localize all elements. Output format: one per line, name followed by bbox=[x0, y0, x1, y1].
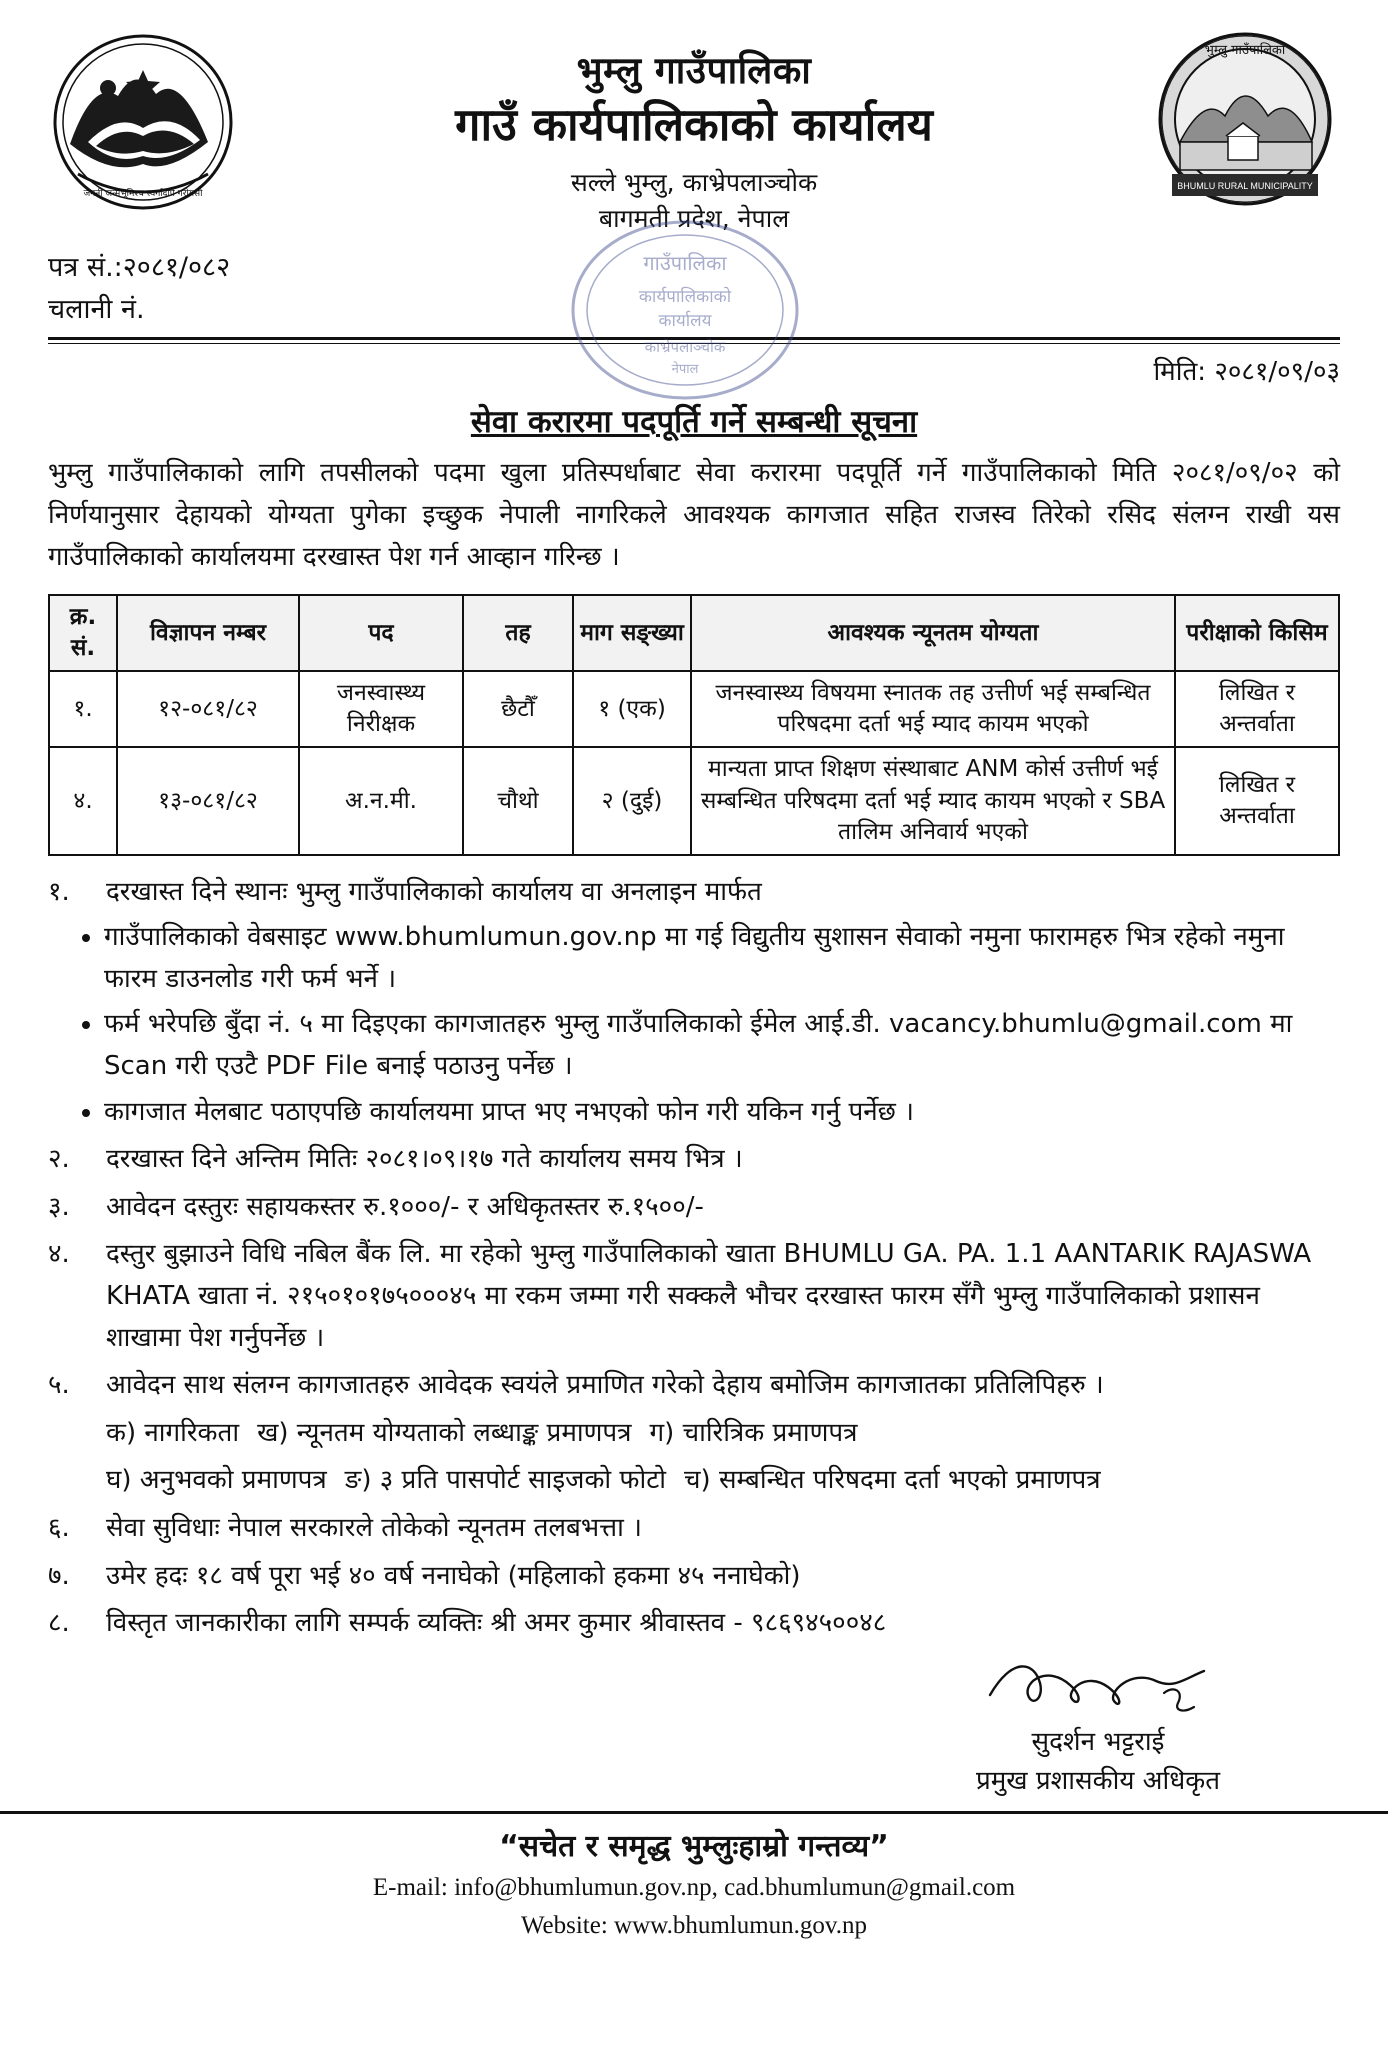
cell-exam-type: लिखित र अन्तर्वाता bbox=[1175, 747, 1339, 854]
cell-post: जनस्वास्थ्य निरीक्षक bbox=[299, 671, 463, 747]
dispatch-number-line bbox=[48, 289, 1340, 331]
table-header-row bbox=[49, 595, 1339, 671]
svg-text:नेपाल: नेपाल bbox=[671, 362, 699, 377]
point-2-number: २. bbox=[48, 1144, 70, 1175]
cell-advt-number: १२-०८१/८२ bbox=[117, 671, 299, 747]
office-province: बागमती प्रदेश, नेपाल bbox=[598, 204, 790, 233]
th-exam-type: परीक्षाको किसिम bbox=[1175, 595, 1339, 671]
cell-serial: १. bbox=[49, 671, 117, 747]
th-qualification: आवश्यक न्यूनतम योग्यता bbox=[691, 595, 1175, 671]
point-4 bbox=[48, 1234, 1340, 1359]
page-footer bbox=[0, 1811, 1388, 1947]
letter-number-line bbox=[48, 247, 1340, 289]
seal-subtitle-text: BHUMLU RURAL MUNICIPALITY bbox=[1177, 181, 1313, 191]
list-item: • कागजात मेलबाट पठाएपछि कार्यालयमा प्राप्त भए नभएको फोन गरी यकिन गर्नु पर्नेछ । bbox=[104, 1092, 1340, 1134]
dispatch-number-label: चलानी नं. bbox=[48, 294, 145, 326]
point-5-number: ५. bbox=[48, 1370, 70, 1401]
point-1-number: १. bbox=[48, 876, 70, 907]
point-4-text: दस्तुर बुझाउने विधि नबिल बैंक लि. मा रहेको भुम्लु गाउँपालिकाको खाता BHUMLU GA. PA. 1.1 AANTARIK RAJASWA KHATA खाता नं. २१५०१०१७५०००४५ मा रकम जम्मा गरी सक्कलै भौचर दरखास्त फारम सँगै भुम्लु गाउँपालिकाको प्रशासन शाखामा पेश गर्नुपर्नेछ । bbox=[106, 1239, 1312, 1353]
point-3 bbox=[48, 1187, 1340, 1229]
office-name: गाउँ कार्यपालिकाको कार्यालय bbox=[455, 98, 933, 152]
point-1-bullets bbox=[48, 917, 1340, 1133]
document-item-gha: घ) अनुभवको प्रमाणपत्र bbox=[106, 1465, 327, 1496]
point-8-text: विस्तृत जानकारीका लागि सम्पर्क व्यक्तिः श्री अमर कुमार श्रीवास्तव - ९८६९४५००४८ bbox=[106, 1608, 887, 1639]
letterhead bbox=[0, 0, 1388, 237]
list-item: • फर्म भरेपछि बुँदा नं. ५ मा दिइएका कागजातहरु भुम्लु गाउँपालिकाको ईमेल आई.डी. vacancy.bhumlu@gmail.com मा Scan गरी एउटै PDF File बनाई पठाउनु पर्नेछ । bbox=[104, 1004, 1340, 1087]
cell-advt-number: १३-०८१/८२ bbox=[117, 747, 299, 854]
date-label: मिति: bbox=[1153, 356, 1207, 387]
table-row bbox=[49, 747, 1339, 854]
signature-block bbox=[0, 1649, 1388, 1801]
notice-title: सेवा करारमा पदपूर्ति गर्ने सम्बन्धी सूचना bbox=[470, 403, 918, 440]
bhumlu-rural-municipality-seal-icon bbox=[1150, 24, 1340, 224]
point-6-text: सेवा सुविधाः नेपाल सरकारले तोकेको न्यूनतम तलबभत्ता । bbox=[106, 1512, 642, 1543]
svg-text:कार्यपालिकाको: कार्यपालिकाको bbox=[638, 287, 732, 307]
cell-post: अ.न.मी. bbox=[299, 747, 463, 854]
document-item-ka: क) नागरिकता bbox=[106, 1417, 240, 1448]
point-3-number: ३. bbox=[48, 1191, 70, 1222]
required-documents-row-2 bbox=[48, 1460, 1340, 1502]
point-5 bbox=[48, 1365, 1340, 1407]
document-item-ga: ग) चारित्रिक प्रमाणपत्र bbox=[649, 1417, 858, 1448]
point-1 bbox=[48, 872, 1340, 914]
cell-count: १ (एक) bbox=[573, 671, 691, 747]
letter-number-label: पत्र सं.: bbox=[48, 252, 123, 284]
cell-count: २ (दुई) bbox=[573, 747, 691, 854]
vacancy-table bbox=[48, 594, 1340, 855]
point-5-text: आवेदन साथ संलग्न कागजातहरु आवेदक स्वयंले प्रमाणित गरेको देहाय बमोजिम कागजातका प्रतिलिपिहरु । bbox=[106, 1370, 1104, 1401]
footer-slogan: “सचेत र समृद्ध भुम्लुःहाम्रो गन्तव्य” bbox=[499, 1828, 889, 1864]
intro-paragraph: भुम्लु गाउँपालिकाको लागि तपसीलको पदमा खुला प्रतिस्पर्धाबाट सेवा करारमा पदपूर्ति गर्ने गाउँपालिकाको मिति २०८१/०९/०२ को निर्णयानुसार देहायको योग्यता पुगेका इच्छुक नेपाली नागरिकले आवश्यक कागजात सहित राजस्व तिरेको रसिद संलग्न राखी यस गाउँपालिकाको कार्यालयमा दरखास्त पेश गर्न आव्हान गरिन्छ । bbox=[48, 457, 1340, 573]
point-4-number: ४. bbox=[48, 1239, 70, 1270]
svg-text:काभ्रेपलाञ्चोक: काभ्रेपलाञ्चोक bbox=[644, 338, 726, 356]
th-serial: क्र. सं. bbox=[49, 595, 117, 671]
cell-level: छैटौँ bbox=[463, 671, 573, 747]
signature-mark-icon bbox=[868, 1649, 1328, 1723]
document-item-nga: ङ) ३ प्रति पासपोर्ट साइजको फोटो bbox=[344, 1465, 667, 1496]
cell-level: चौथो bbox=[463, 747, 573, 854]
document-item-kha: ख) न्यूनतम योग्यताको लब्धाङ्क प्रमाणपत्र bbox=[257, 1417, 632, 1448]
svg-text:गाउँपालिका: गाउँपालिका bbox=[643, 251, 727, 275]
point-6 bbox=[48, 1508, 1340, 1550]
required-documents-row-1 bbox=[48, 1413, 1340, 1455]
point-2 bbox=[48, 1139, 1340, 1181]
notice-points-list bbox=[0, 862, 1388, 1645]
list-item: • गाउँपालिकाको वेबसाइट www.bhumlumun.gov.np मा गई विद्युतीय सुशासन सेवाको नमुना फारामहरु भित्र रहेको नमुना फारम डाउनलोड गरी फर्म भर्ने । bbox=[104, 917, 1340, 1000]
footer-email: E-mail: info@bhumlumun.gov.np, cad.bhumlumun@gmail.com bbox=[372, 1873, 1016, 1901]
signatory-name: सुदर्शन भट्टराई bbox=[1031, 1726, 1165, 1757]
letter-number-value: २०८१/०८२ bbox=[122, 252, 231, 284]
point-7-number: ७. bbox=[48, 1560, 70, 1591]
point-6-number: ६. bbox=[48, 1512, 70, 1543]
point-1-text: दरखास्त दिने स्थानः भुम्लु गाउँपालिकाको कार्यालय वा अनलाइन मार्फत bbox=[106, 876, 762, 907]
office-title-block bbox=[238, 24, 1150, 237]
svg-text:कार्यालय: कार्यालय bbox=[658, 311, 712, 331]
date-value: २०८१/०९/०३ bbox=[1214, 356, 1340, 387]
th-post: पद bbox=[299, 595, 463, 671]
signatory-designation: प्रमुख प्रशासकीय अधिकृत bbox=[975, 1765, 1221, 1796]
document-item-cha: च) सम्बन्धित परिषदमा दर्ता भएको प्रमाणपत्र bbox=[684, 1465, 1101, 1496]
point-8-number: ८. bbox=[48, 1608, 70, 1639]
nepal-government-emblem-icon bbox=[48, 24, 238, 224]
point-8 bbox=[48, 1603, 1340, 1645]
th-level: तह bbox=[463, 595, 573, 671]
cell-qualification: मान्यता प्राप्त शिक्षण संस्थाबाट ANM कोर्स उत्तीर्ण भई सम्बन्धित परिषदमा दर्ता भई म्याद कायम भएको र SBA तालिम अनिवार्य भएको bbox=[691, 747, 1175, 854]
th-count: माग सङ्ख्या bbox=[573, 595, 691, 671]
reference-block bbox=[0, 237, 1388, 331]
svg-text:जननी जन्मभूमिश्च स्वर्गादपि गर: जननी जन्मभूमिश्च स्वर्गादपि गरीयसी bbox=[83, 189, 203, 199]
point-7 bbox=[48, 1556, 1340, 1598]
point-2-text: दरखास्त दिने अन्तिम मितिः २०८१।०९।१७ गते कार्यालय समय भित्र । bbox=[106, 1144, 743, 1175]
cell-exam-type: लिखित र अन्तर्वाता bbox=[1175, 671, 1339, 747]
point-7-text: उमेर हदः १८ वर्ष पूरा भई ४० वर्ष ननाघेको (महिलाको हकमा ४५ ननाघेको) bbox=[106, 1560, 801, 1591]
th-advt-number: विज्ञापन नम्बर bbox=[117, 595, 299, 671]
table-row bbox=[49, 671, 1339, 747]
cell-qualification: जनस्वास्थ्य विषयमा स्नातक तह उत्तीर्ण भई सम्बन्धित परिषदमा दर्ता भई म्याद कायम भएको bbox=[691, 671, 1175, 747]
office-address: सल्ले भुम्लु, काभ्रेपलाञ्चोक bbox=[570, 167, 818, 197]
seal-title-text: भुम्लु गाउँपालिका bbox=[1204, 43, 1286, 58]
footer-website: Website: www.bhumlumun.gov.np bbox=[520, 1912, 868, 1940]
header-rule-thick bbox=[48, 337, 1340, 340]
date-line bbox=[0, 344, 1388, 388]
org-name: भुम्लु गाउँपालिका bbox=[576, 49, 812, 92]
point-3-text: आवेदन दस्तुरः सहायकस्तर रु.१०००/- र अधिकृतस्तर रु.१५००/- bbox=[106, 1191, 704, 1222]
cell-serial: ४. bbox=[49, 747, 117, 854]
